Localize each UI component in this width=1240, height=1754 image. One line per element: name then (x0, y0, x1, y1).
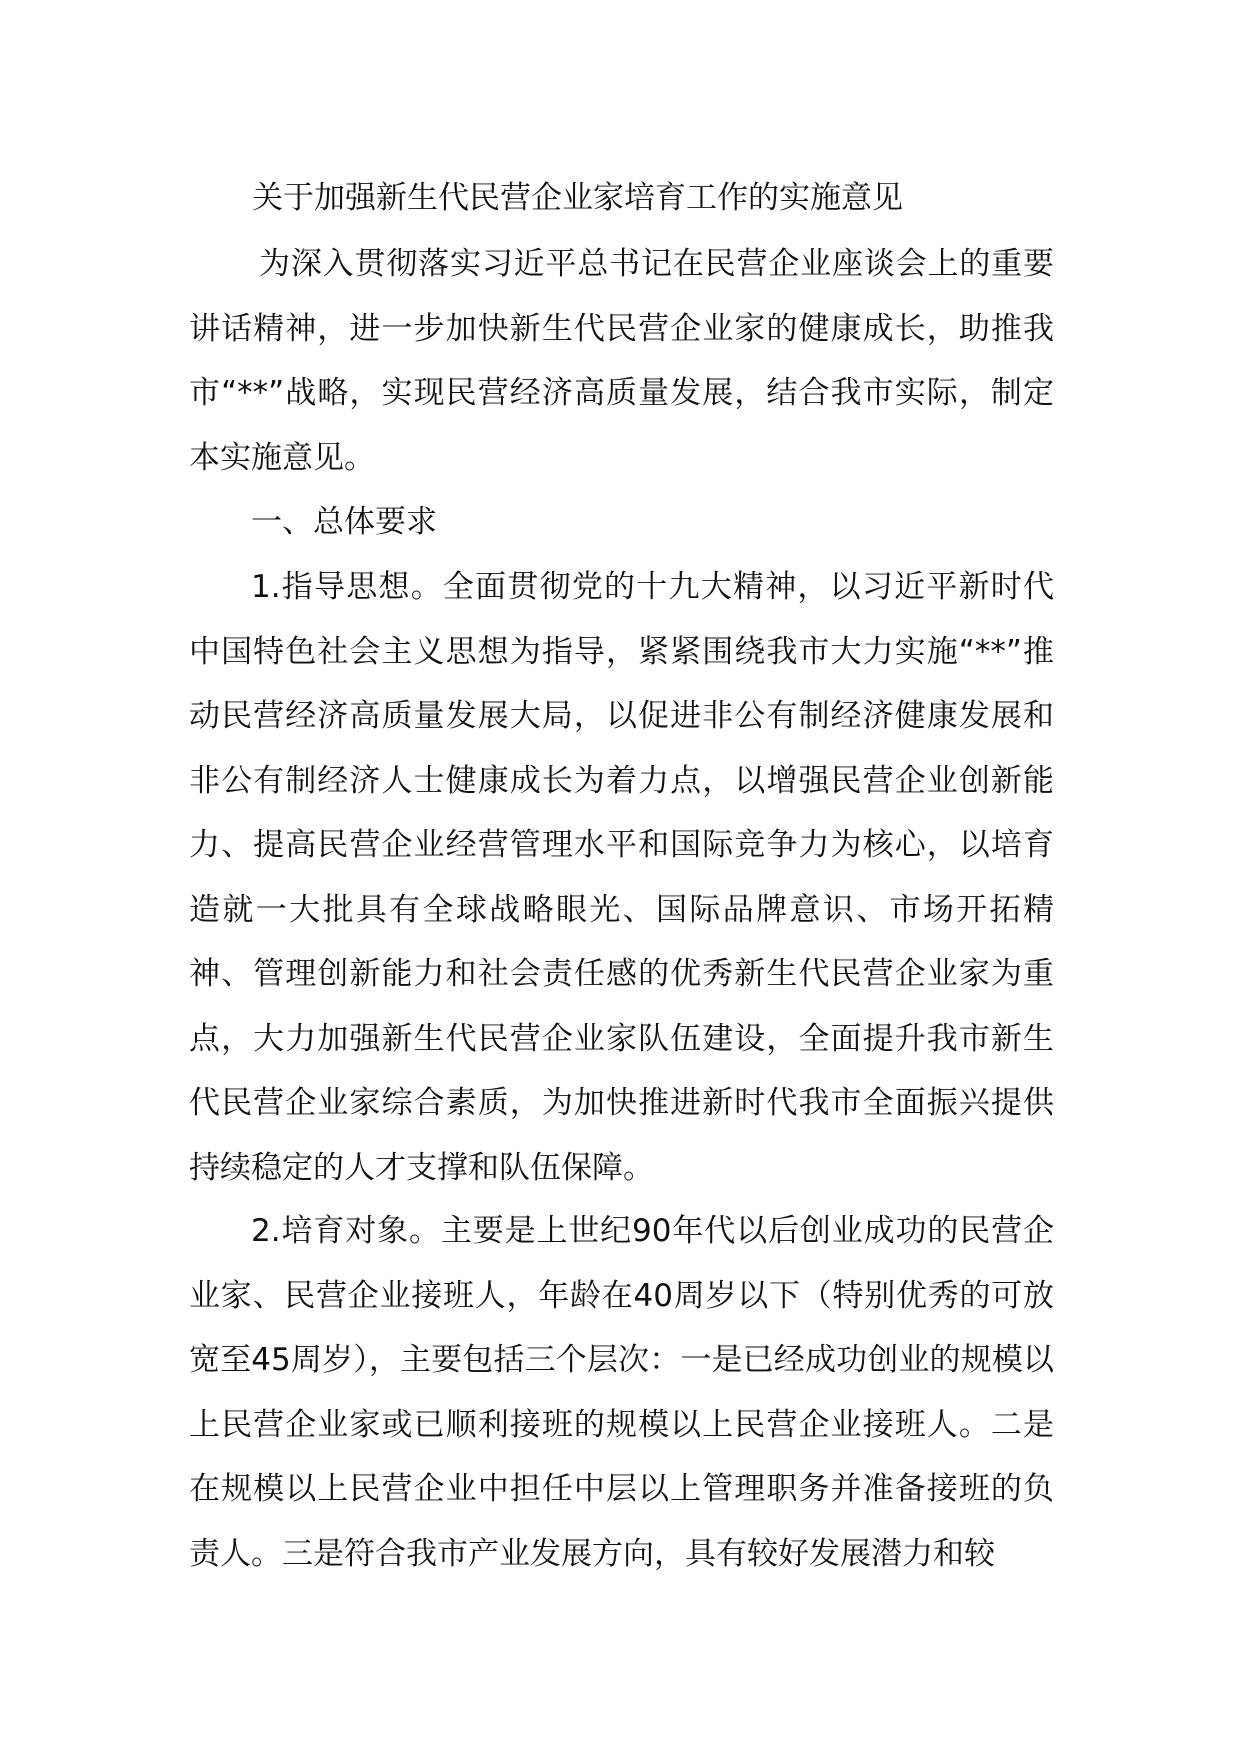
item-2-paragraph: 2.培育对象。主要是上世纪90年代以后创业成功的民营企业家、民营企业接班人，年龄在40周岁以下（特别优秀的可放宽至45周岁），主要包括三个层次：一是已经成功创业的规模以上民营企业家或已顺利接班的规模以上民营企业接班人。二是在规模以上民营企业中担任中层以上管理职务并准备接班的负责人。三是符合我市产业发展方向，具有较好发展潜力和较 (189, 1213, 1054, 1572)
item-1-paragraph: 1.指导思想。全面贯彻党的十九大精神，以习近平新时代中国特色社会主义思想为指导，紧紧围绕我市大力实施“**”推动民营经济高质量发展大局，以促进非公有制经济健康发展和非公有制经济人士健康成长为着力点，以增强民营企业创新能力、提高民营企业经营管理水平和国际竞争力为核心，以培育造就一大批具有全球战略眼光、国际品牌意识、市场开拓精神、管理创新能力和社会责任感的优秀新生代民营企业家为重点，大力加强新生代民营企业家队伍建设，全面提升我市新生代民营企业家综合素质，为加快推进新时代我市全面振兴提供持续稳定的人才支撑和队伍保障。 (189, 569, 1054, 1186)
document-title: 关于加强新生代民营企业家培育工作的实施意见 (252, 180, 903, 216)
section-heading: 一、总体要求 (251, 504, 437, 540)
intro-paragraph: 为深入贯彻落实习近平总书记在民营企业座谈会上的重要讲话精神，进一步加快新生代民营企业家的健康成长，助推我市“**”战略，实现民营经济高质量发展，结合我市实际，制定本实施意见。 (189, 246, 1054, 476)
